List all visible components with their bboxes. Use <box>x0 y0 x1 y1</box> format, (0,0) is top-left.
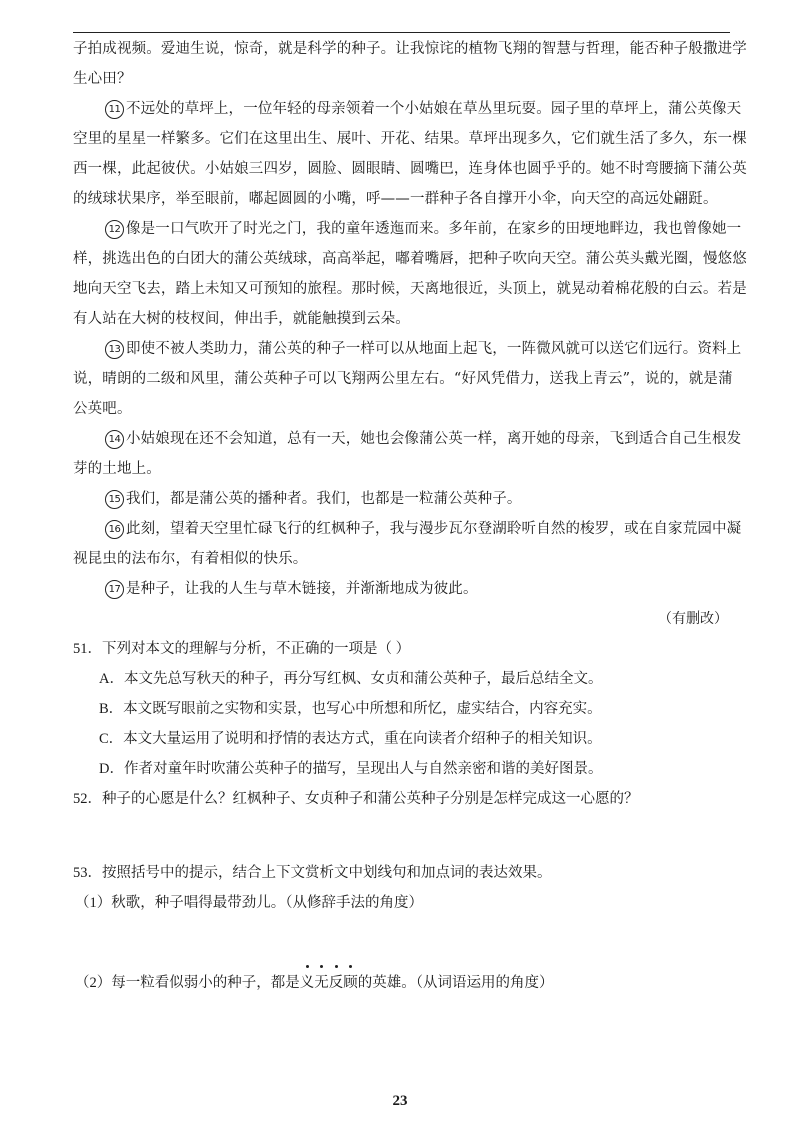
passage-line: 13 即使不被人类助力，蒲公英的种子一样可以从地面上起飞，一阵微风就可以送它们远行。资料上 <box>73 334 730 364</box>
paragraph-14 <box>73 424 742 484</box>
passage-line: 空里的星星一样繁多。它们在这里出生、展叶、开花、结果。草坪出现多久，它们就生活了多久，东一棵 <box>73 131 747 147</box>
header-rule <box>73 32 730 33</box>
page-content <box>73 34 747 998</box>
passage-line: 公英吧。 <box>73 401 132 417</box>
paragraph-13 <box>73 334 742 424</box>
paragraph-number: 12 <box>105 220 124 239</box>
passage-line: 12 像是一口气吹开了时光之门，我的童年透迤而来。多年前，在家乡的田埂地畔边，我也曾像她一 <box>73 214 730 244</box>
passage-line: 子拍成视频。爱迪生说，惊奇，就是科学的种子。让我惊诧的植物飞翔的智慧与哲理，能否种子般撒进学 <box>73 41 747 57</box>
paragraph-15 <box>73 484 730 514</box>
paragraph-number: 15 <box>105 490 124 509</box>
passage-line: 17 是种子，让我的人生与草木链接，并渐渐地成为彼此。 <box>73 574 730 604</box>
passage-line: 视昆虫的法布尔，有着相似的快乐。 <box>73 551 308 567</box>
paragraph-17 <box>73 574 730 604</box>
answer-space <box>73 918 730 968</box>
passage <box>73 34 747 634</box>
option-c: C．本文大量运用了说明和抒情的表达方式，重在向读者介绍种子的相关知识。 <box>99 731 602 747</box>
passage-line: 西一棵，此起彼伏。小姑娘三四岁，圆脸、圆眼睛、圆嘴巴，连身体也圆乎乎的。她不时弯腰摘下蒲公英 <box>73 161 747 177</box>
passage-line: 样，挑选出色的白团大的蒲公英绒球，高高举起，嘟着嘴唇，把种子吹向天空。蒲公英头戴光圈，慢悠悠 <box>73 251 747 267</box>
passage-line: 16 此刻，望着天空里忙碌飞行的红枫种子，我与漫步瓦尔登湖聆听自然的梭罗，或在自家荒园中凝 <box>73 514 730 544</box>
paragraph-number: 16 <box>105 520 124 539</box>
paragraph-12 <box>73 214 747 334</box>
passage-line: 地向天空飞去，踏上未知又可预知的旅程。那时候，天离地很近，头顶上，就晃动着棉花般的白云。若是 <box>73 281 747 297</box>
passage-line: 的绒球状果序，举至眼前，嘟起圆圆的小嘴，呼——一群种子各自撑开小伞，向天空的高远处翩跹。 <box>73 191 718 207</box>
page-number: 23 <box>392 1093 408 1109</box>
question-stem: 51．下列对本文的理解与分析，不正确的一项是（ ） <box>73 641 411 657</box>
paragraph-number: 14 <box>105 430 124 449</box>
paragraph-number: 11 <box>105 100 124 119</box>
source-note: （有删改） <box>658 611 728 627</box>
passage-line: 11 不远处的草坪上，一位年轻的母亲领着一个小姑娘在草丛里玩耍。园子里的草坪上，蒲公英像天 <box>73 94 730 124</box>
passage-line: 有人站在大树的枝杈间，伸出手，就能触摸到云朵。 <box>73 311 410 327</box>
passage-line: 芽的土地上。 <box>73 461 161 477</box>
answer-space <box>73 814 730 858</box>
option-d: D．作者对童年时吹蒲公英种子的描写，呈现出人与自然亲密和谐的美好图景。 <box>99 761 603 777</box>
option-a: A．本文先总写秋天的种子，再分写红枫、女贞和蒲公英种子，最后总结全文。 <box>99 671 603 687</box>
option-b: B．本文既写眼前之实物和实景，也写心中所想和所忆，虚实结合，内容充实。 <box>99 701 602 717</box>
sub-question-1: （1）秋歌，种子唱得最带劲儿。（从修辞手法的角度） <box>75 895 423 911</box>
passage-line: 生心田？ <box>73 71 132 87</box>
passage-line: 14 小姑娘现在还不会知道，总有一天，她也会像蒲公英一样，离开她的母亲，飞到适合自己生根发 <box>73 424 730 454</box>
question-51 <box>73 634 730 784</box>
paragraph-11 <box>73 94 747 214</box>
dotted-word: 义无反顾 <box>300 968 358 998</box>
question-53 <box>73 858 730 998</box>
paragraph-16 <box>73 514 742 574</box>
paragraph-number: 13 <box>105 340 124 359</box>
paragraph-number: 17 <box>105 580 124 599</box>
passage-line: 15 我们，都是蒲公英的播种者。我们，也都是一粒蒲公英种子。 <box>73 484 730 514</box>
question-stem: 53．按照括号中的提示，结合上下文赏析文中划线句和加点词的表达效果。 <box>73 865 552 881</box>
question-stem: 52．种子的心愿是什么？红枫种子、女贞种子和蒲公英种子分别是怎样完成这一心愿的？ <box>73 791 639 807</box>
passage-line: 说，晴朗的二级和风里，蒲公英种子可以飞翔两公里左右。“好风凭借力，送我上青云”，说的，就是蒲 <box>73 371 733 387</box>
question-52 <box>73 784 730 814</box>
sub-question-2: （2）每一粒看似弱小的种子，都是义无反顾的英雄。（从词语运用的角度） <box>73 968 730 998</box>
